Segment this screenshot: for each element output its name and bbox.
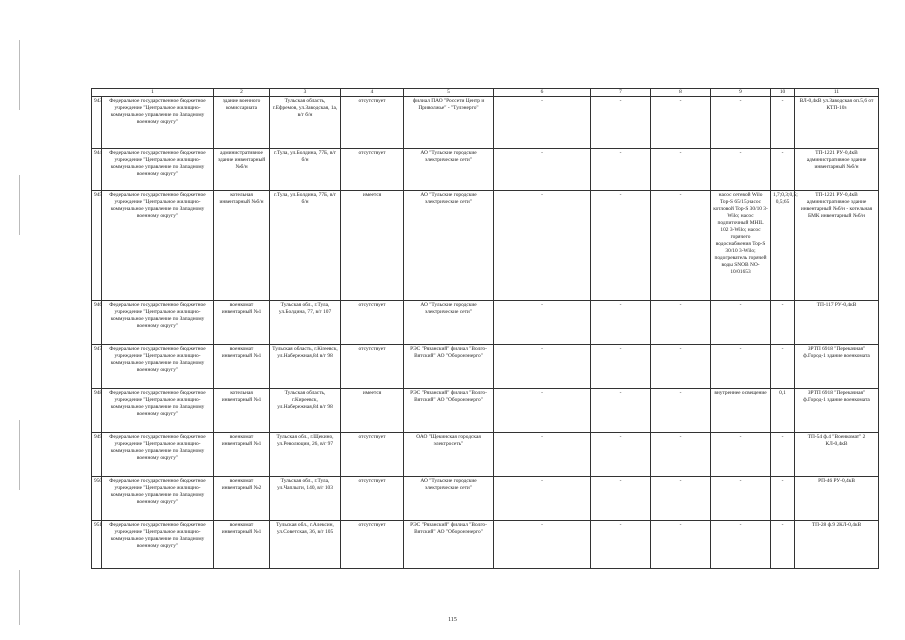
margin-mark (19, 420, 20, 490)
supplier-cell: АО "Тульские городские электрические сети" (404, 477, 494, 521)
equipment-cell: - (711, 301, 771, 345)
object-cell: здание военного комиссариата (214, 97, 270, 149)
value-cell: - (651, 97, 711, 149)
column-header: 2 (214, 89, 270, 97)
column-header: 4 (341, 89, 404, 97)
value-cell: - (494, 389, 591, 433)
organization-cell: Федеральное государственное бюджетное учреждение "Центральное жилищно-коммунальное управление по Западному военному округу" (102, 477, 214, 521)
power-cell: - (771, 345, 795, 389)
connection-cell: РП-46 РУ-0,4кВ (795, 477, 879, 521)
margin-mark (19, 40, 20, 110)
supplier-cell: АО "Тульские городские электрические сети" (404, 191, 494, 301)
power-cell: 1,7;0,3;0,5; 0,5;65 (771, 191, 795, 301)
connection-cell: ТП-117 РУ-0,4кВ (795, 301, 879, 345)
value-cell: - (651, 301, 711, 345)
equipment-cell: - (711, 433, 771, 477)
value-cell: - (591, 191, 651, 301)
value-cell: - (651, 345, 711, 389)
table-row (92, 97, 879, 149)
value-cell: - (591, 521, 651, 569)
supplier-cell: филиал ПАО "Россети Центр и Приволжье" - "Тулэнерго" (404, 97, 494, 149)
value-cell: - (494, 97, 591, 149)
value-cell: - (591, 477, 651, 521)
column-header: 1 (92, 89, 214, 97)
value-cell: - (591, 97, 651, 149)
table-row (92, 389, 879, 433)
margin-mark (19, 175, 20, 235)
address-cell: Тульская область, г.Кireевск, ул.Набережная,84 в/г 98 (270, 345, 341, 389)
value-cell: - (494, 301, 591, 345)
object-cell: военкомат инвентарный №1 (214, 433, 270, 477)
status-cell: отсутствует (341, 149, 404, 191)
connection-cell: ТП-28 ф.9 2КЛ-0,4кВ (795, 521, 879, 569)
value-cell: - (651, 477, 711, 521)
status-cell: отсутствует (341, 97, 404, 149)
status-cell: имеется (341, 389, 404, 433)
table-row (92, 191, 879, 301)
status-cell: отсутствует (341, 345, 404, 389)
value-cell: - (651, 149, 711, 191)
power-cell: - (771, 477, 795, 521)
supplier-cell: АО "Тульские городские электрические сети" (404, 149, 494, 191)
table-row (92, 521, 879, 569)
address-cell: Тульская обл., г.Щекино, ул.Революции, 26, в/г 97 (270, 433, 341, 477)
table-row (92, 149, 879, 191)
column-header: 10 (771, 89, 795, 97)
column-header: 3 (270, 89, 341, 97)
address-cell: Тульская область, г.Ефремов, ул.Заводская, 1а, в/г б/н (270, 97, 341, 149)
power-cell: - (771, 97, 795, 149)
equipment-cell: - (711, 345, 771, 389)
object-cell: военкомат инвентарный №1 (214, 345, 270, 389)
power-cell: - (771, 433, 795, 477)
row-number: 947 (92, 345, 102, 389)
row-number: 949 (92, 433, 102, 477)
equipment-cell: внутреннее освещение (711, 389, 771, 433)
row-number: 946 (92, 301, 102, 345)
value-cell: - (591, 389, 651, 433)
column-header: 5 (404, 89, 494, 97)
supplier-cell: РЭС "Рязанский" филиал "Волго-Вятский" АО "Оборонэнерго" (404, 521, 494, 569)
row-number: 948 (92, 389, 102, 433)
value-cell: - (494, 345, 591, 389)
equipment-cell: - (711, 477, 771, 521)
organization-cell: Федеральное государственное бюджетное учреждение "Центральное жилищно-коммунальное управление по Западному военному округу" (102, 301, 214, 345)
table-row (92, 433, 879, 477)
equipment-cell: насос сетевой Wilo Top-S 65/15;насос котловой Top-S 30/10 3-Wilo; насос подпиточный MHIL 102 3-Wilo; насос горячего водоснабжения Top-S 30/10 3-Wilo; подогреватель горячей воды SNOB NO-10/01653 (711, 191, 771, 301)
organization-cell: Федеральное государственное бюджетное учреждение "Центральное жилищно-коммунальное управление по Западному военному округу" (102, 521, 214, 569)
organization-cell: Федеральное государственное бюджетное учреждение "Центральное жилищно-коммунальное управление по Западному военному округу" (102, 191, 214, 301)
power-cell: - (771, 521, 795, 569)
value-cell: - (591, 345, 651, 389)
value-cell: - (494, 521, 591, 569)
power-cell: 0,1 (771, 389, 795, 433)
row-number: 951 (92, 521, 102, 569)
address-cell: Тульская область, г.Киреевск, ул.Набережная,84 в/г 98 (270, 389, 341, 433)
organization-cell: Федеральное государственное бюджетное учреждение "Центральное жилищно-коммунальное управление по Западному военному округу" (102, 149, 214, 191)
value-cell: - (591, 149, 651, 191)
object-cell: котельная инвентарный №б/н (214, 191, 270, 301)
supplier-cell: АО "Тульские городские электрические сети" (404, 301, 494, 345)
header-row (92, 89, 879, 97)
table-row (92, 345, 879, 389)
organization-cell: Федеральное государственное бюджетное учреждение "Центральное жилищно-коммунальное управление по Западному военному округу" (102, 389, 214, 433)
column-header: 11 (795, 89, 879, 97)
organization-cell: Федеральное государственное бюджетное учреждение "Центральное жилищно-коммунальное управление по Западному военному округу" (102, 345, 214, 389)
page-number: 115 (448, 617, 457, 623)
column-header: 7 (591, 89, 651, 97)
supplier-cell: РЭС "Рязанский" филиал "Волго-Вятский" АО "Оборонэнерго" (404, 345, 494, 389)
status-cell: отсутствует (341, 433, 404, 477)
value-cell: - (651, 389, 711, 433)
row-number: 944 (92, 149, 102, 191)
equipment-cell: - (711, 97, 771, 149)
connection-cell: ТП-1221 РУ-0,4кВ административное здание инвентарный №б/н (795, 149, 879, 191)
register-table (91, 88, 879, 569)
connection-cell: ТП-54 ф.4 "Военкомат" 2 КЛ-0,4кВ (795, 433, 879, 477)
supplier-cell: ОАО "Щекинская городская электросеть" (404, 433, 494, 477)
organization-cell: Федеральное государственное бюджетное учреждение "Центральное жилищно-коммунальное управление по Западному военному округу" (102, 433, 214, 477)
address-cell: г.Тула, ул.Болдина, 77Б, в/г б/н (270, 149, 341, 191)
value-cell: - (494, 477, 591, 521)
equipment-cell: - (711, 149, 771, 191)
object-cell: военкомат инвентарный №1 (214, 521, 270, 569)
connection-cell: ВЛ-0,4кВ ул.Заводская оп.5,6 от КТП-10з (795, 97, 879, 149)
value-cell: - (494, 149, 591, 191)
address-cell: Тульская обл., г.Алексин, ул.Советская, 36, в/г 105 (270, 521, 341, 569)
row-number: 950 (92, 477, 102, 521)
value-cell: - (651, 433, 711, 477)
connection-cell: ЗРТП 6918 "Перекачная" ф.Город-1 здание военкомата (795, 345, 879, 389)
equipment-cell: - (711, 521, 771, 569)
value-cell: - (494, 191, 591, 301)
value-cell: - (494, 433, 591, 477)
connection-cell: ТП-1221 РУ-0,4кВ административное здание инвентарный №б/н - котельная БМК инвентарный №б/н (795, 191, 879, 301)
status-cell: имеется (341, 191, 404, 301)
value-cell: - (651, 191, 711, 301)
status-cell: отсутствует (341, 477, 404, 521)
value-cell: - (591, 433, 651, 477)
object-cell: военкомат инвентарный №1 (214, 301, 270, 345)
power-cell: - (771, 149, 795, 191)
address-cell: Тульская обл., г.Тула, ул.Чаплыги, 140, в/г 103 (270, 477, 341, 521)
object-cell: военкомат инвентарный №2 (214, 477, 270, 521)
address-cell: г.Тула, ул.Болдина, 77Б, в/г б/н (270, 191, 341, 301)
table-row (92, 301, 879, 345)
value-cell: - (651, 521, 711, 569)
organization-cell: Федеральное государственное бюджетное учреждение "Центральное жилищно-коммунальное управление по Западному военному округу" (102, 97, 214, 149)
address-cell: Тульская обл., г.Тула, ул.Болдина, 77, в/г 107 (270, 301, 341, 345)
status-cell: отсутствует (341, 301, 404, 345)
power-cell: - (771, 301, 795, 345)
column-header: 6 (494, 89, 591, 97)
table-row (92, 477, 879, 521)
row-number: 943 (92, 97, 102, 149)
connection-cell: ЗРТП 6918 "Перекачная" ф.Город-1 здание военкомата (795, 389, 879, 433)
row-number: 945 (92, 191, 102, 301)
object-cell: административное здание инвентарный №б/н (214, 149, 270, 191)
value-cell: - (591, 301, 651, 345)
status-cell: отсутствует (341, 521, 404, 569)
column-header: 8 (651, 89, 711, 97)
object-cell: котельная инвентарный №1 (214, 389, 270, 433)
column-header: 9 (711, 89, 771, 97)
supplier-cell: РЭС "Рязанский" филиал "Волго-Вятский" АО "Оборонэнерго" (404, 389, 494, 433)
